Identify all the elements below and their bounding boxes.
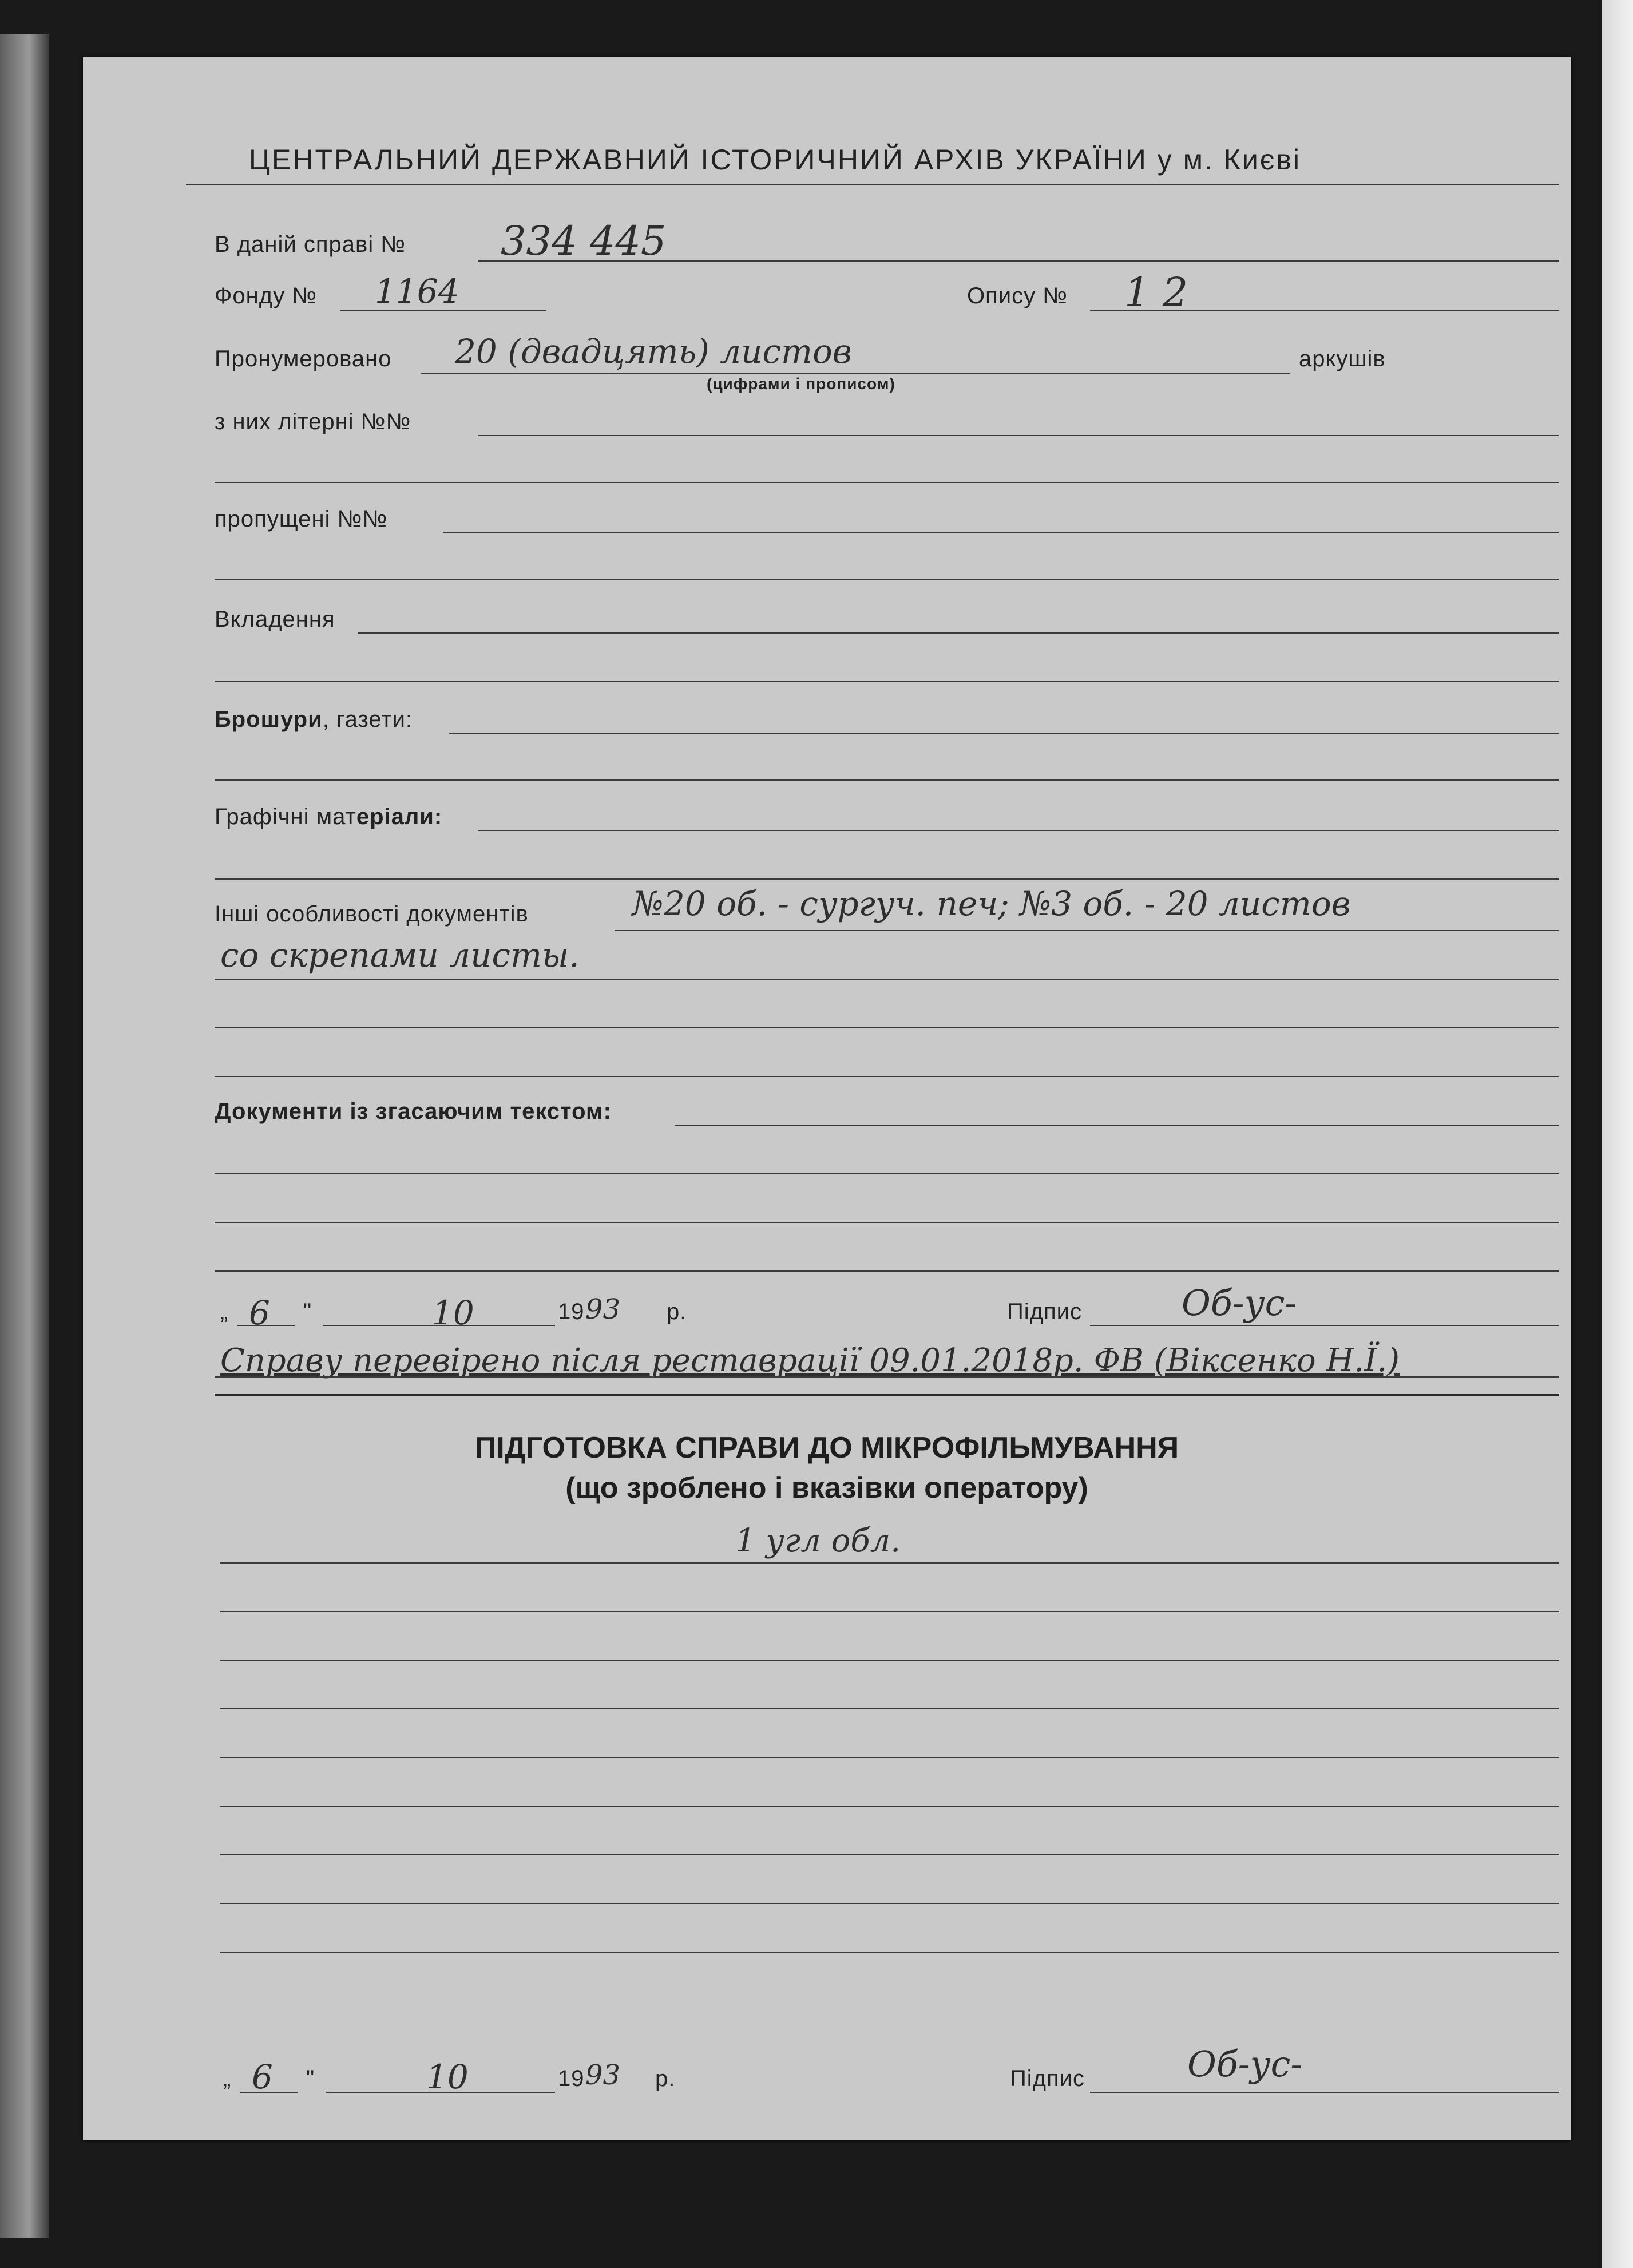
right-page-edge xyxy=(1602,0,1633,2268)
letter-numbers-label: з них літерні №№ xyxy=(215,409,411,434)
graphic-label xyxy=(215,804,442,830)
date1-open-quote: „ xyxy=(220,1299,229,1324)
graphic-line xyxy=(478,830,1559,831)
date2-month: 10 xyxy=(426,2057,469,2096)
case-label: В даній справі № xyxy=(215,232,406,257)
microfilm-title: ПІДГОТОВКА СПРАВИ ДО МІКРОФІЛЬМУВАННЯ xyxy=(474,1431,1179,1464)
microfilm-note: 1 угл обл. xyxy=(735,1522,901,1560)
date1-suffix: р. xyxy=(667,1299,687,1324)
signature1-mark: Об-ус- xyxy=(1182,1282,1297,1324)
graphic-line-2 xyxy=(215,878,1559,880)
skipped-line xyxy=(443,532,1559,533)
faded-line xyxy=(675,1125,1559,1126)
opys-label: Опису № xyxy=(967,283,1068,308)
date1-close-quote: " xyxy=(303,1299,312,1324)
attachments-line xyxy=(358,632,1559,634)
signature2-mark: Об-ус- xyxy=(1187,2043,1303,2085)
numbered-label: Пронумеровано xyxy=(215,346,392,371)
archive-form-sheet xyxy=(83,57,1571,2140)
mf-line-9 xyxy=(220,1952,1559,1953)
brochures-label xyxy=(215,707,413,733)
date2-day: 6 xyxy=(252,2057,273,2096)
fond-label: Фонду № xyxy=(215,283,318,308)
header-rule xyxy=(186,184,1559,185)
section-divider xyxy=(215,1394,1559,1396)
mf-line-8 xyxy=(220,1903,1559,1904)
mf-line-6 xyxy=(220,1806,1559,1807)
mf-line-1 xyxy=(220,1562,1559,1564)
mf-line-2 xyxy=(220,1611,1559,1612)
numbered-hint: (цифрами і прописом) xyxy=(707,375,895,393)
mf-line-7 xyxy=(220,1854,1559,1855)
date1-month-line xyxy=(323,1325,555,1326)
signature2-label: Підпис xyxy=(1010,2066,1085,2091)
date2-day-line xyxy=(240,2092,298,2093)
other-line-2 xyxy=(215,979,1559,980)
other-line-3 xyxy=(215,1027,1559,1028)
date2-year-prefix: 19 xyxy=(558,2066,585,2091)
faded-line-2 xyxy=(215,1173,1559,1174)
other-line-4 xyxy=(215,1076,1559,1077)
microfilm-subtitle: (що зроблено і вказівки оператору) xyxy=(565,1471,1088,1505)
fond-line xyxy=(340,310,546,311)
signature1-line xyxy=(1090,1325,1559,1326)
date1-day: 6 xyxy=(249,1293,270,1332)
skipped-line-2 xyxy=(215,579,1559,580)
numbered-value: 20 (двадцять) листов xyxy=(455,332,852,371)
faded-text-label: Документи із згасаючим текстом: xyxy=(215,1099,612,1124)
graphic-label-b: еріали: xyxy=(356,804,443,829)
sheets-label: аркушів xyxy=(1299,346,1386,371)
date2-year: 93 xyxy=(585,2059,621,2091)
date2-month-line xyxy=(326,2092,555,2093)
opys-value: 1 2 xyxy=(1124,269,1188,316)
letter-line-2 xyxy=(215,482,1559,483)
date2-suffix: р. xyxy=(655,2066,676,2091)
archive-title: ЦЕНТРАЛЬНИЙ ДЕРЖАВНИЙ ІСТОРИЧНИЙ АРХІВ УКРАЇНИ у м. Києві xyxy=(249,144,1301,176)
date1-year: 93 xyxy=(585,1293,621,1325)
brochures-label-rest: , газети: xyxy=(322,707,413,732)
faded-line-3 xyxy=(215,1222,1559,1223)
other-features-label: Інші особливості документів xyxy=(215,901,529,927)
date2-close-quote: " xyxy=(306,2066,315,2091)
attachments-label: Вкладення xyxy=(215,607,335,632)
mf-line-3 xyxy=(220,1660,1559,1661)
restoration-line xyxy=(215,1376,1559,1378)
fond-value: 1164 xyxy=(375,272,459,311)
date2-open-quote: „ xyxy=(223,2066,232,2091)
other-features-line2: со скрепами листы. xyxy=(220,936,580,975)
faded-line-4 xyxy=(215,1270,1559,1272)
attachments-line-2 xyxy=(215,681,1559,682)
case-number-value: 334 445 xyxy=(501,217,667,264)
other-line xyxy=(615,930,1559,931)
other-features-line1: №20 об. - сургуч. печ; №3 об. - 20 листов xyxy=(632,884,1351,923)
graphic-label-a: Графічні мат xyxy=(215,804,356,829)
case-line xyxy=(478,260,1559,262)
brochures-line-2 xyxy=(215,779,1559,781)
skipped-label: пропущені №№ xyxy=(215,506,388,532)
date1-month: 10 xyxy=(432,1293,474,1332)
opys-line xyxy=(1090,310,1559,311)
brochures-label-bold: Брошури xyxy=(215,707,323,732)
signature1-label: Підпис xyxy=(1007,1299,1082,1324)
signature2-line xyxy=(1090,2092,1559,2093)
date1-year-prefix: 19 xyxy=(558,1299,585,1324)
mf-line-5 xyxy=(220,1757,1559,1758)
left-page-edge xyxy=(0,34,49,2238)
mf-line-4 xyxy=(220,1708,1559,1709)
brochures-line xyxy=(449,733,1559,734)
restoration-note: Справу перевірено після реставрації 09.01.2018р. ФВ (Віксенко Н.Ї.) xyxy=(220,1342,1400,1379)
date1-day-line xyxy=(237,1325,295,1326)
numbered-line xyxy=(421,373,1290,374)
letter-line xyxy=(478,435,1559,436)
